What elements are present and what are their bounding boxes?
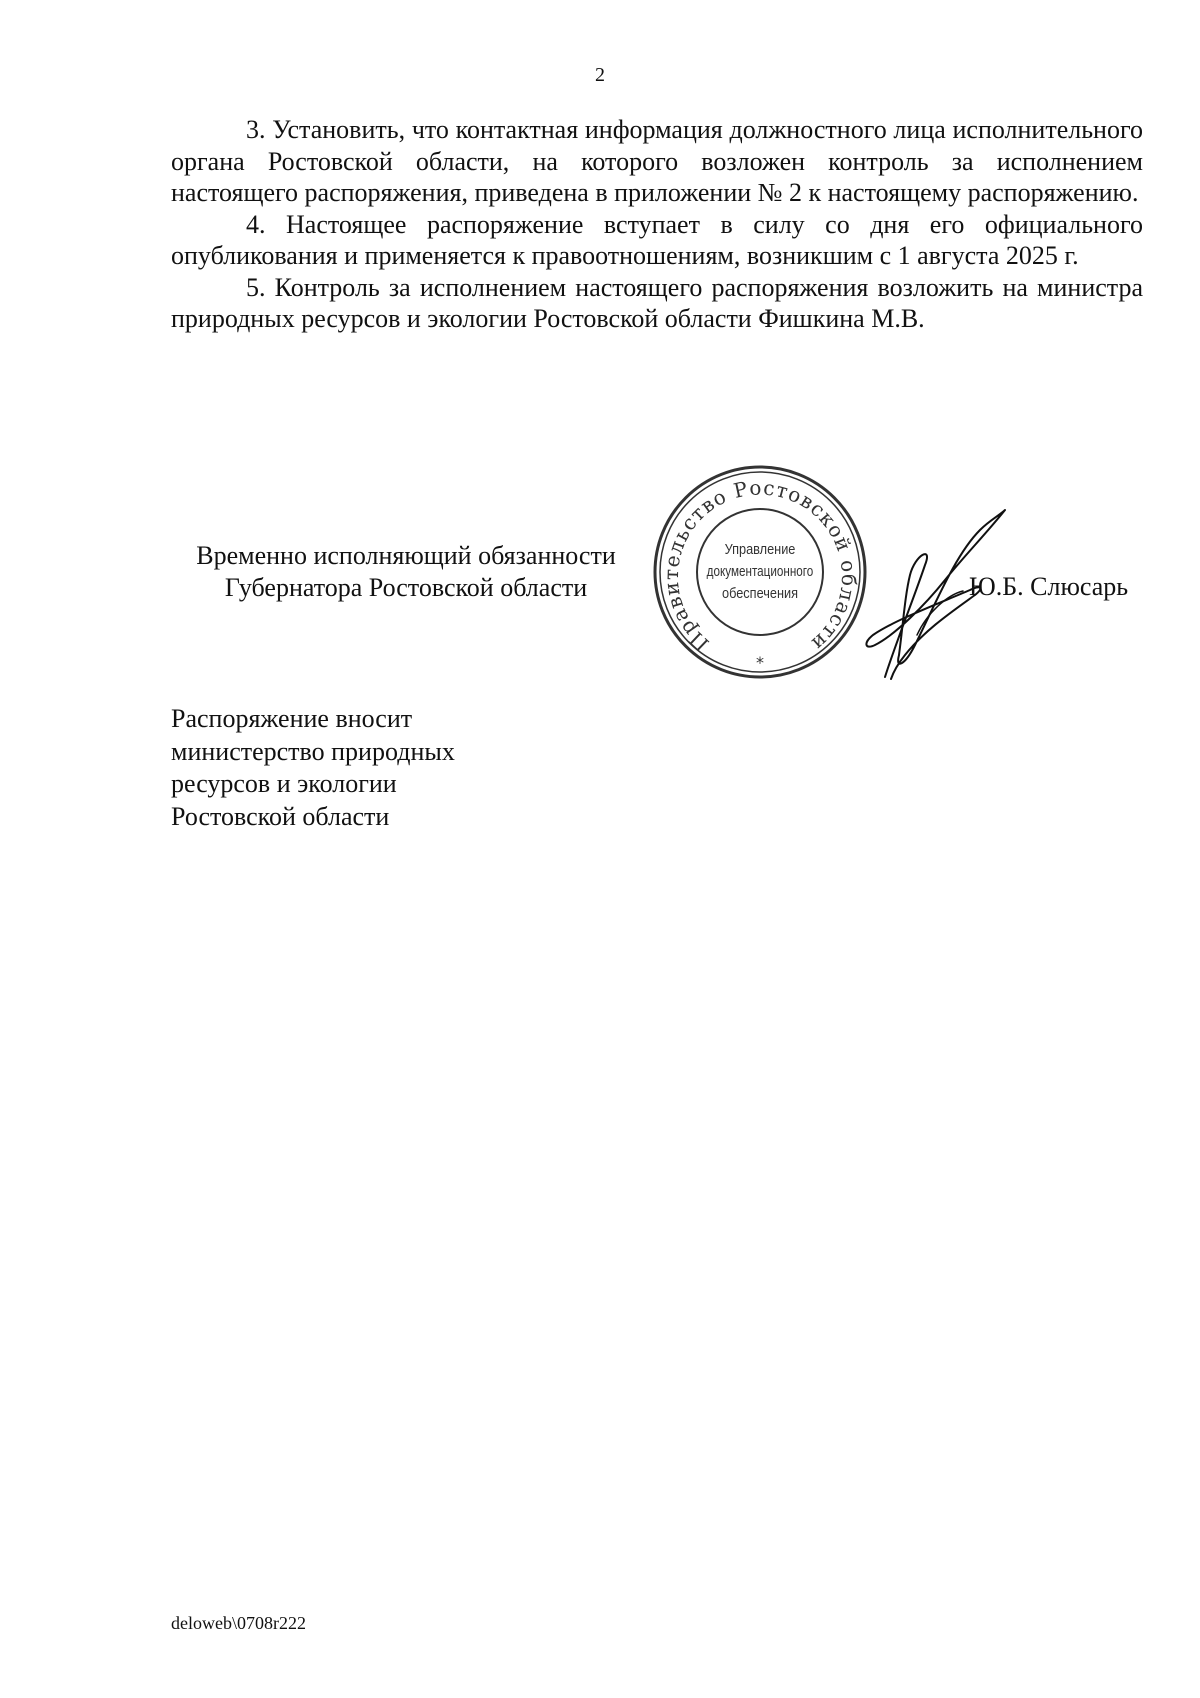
official-seal [650,460,870,685]
seal-ring-text: Правительство Ростовской области [658,475,862,657]
submitter-line-2: министерство природных [171,736,455,766]
seal-center-line-3: обеспечения [721,583,799,602]
submitter-line-4: Ростовской области [171,801,390,831]
page-number: 2 [595,64,605,86]
document-body [171,114,1143,335]
submitter-line-3: ресурсов и экологии [171,769,397,798]
paragraph-4: 4. Настоящее распоряжение вступает в силу со дня его официального опубликования и применяется к правоотношениям, возникшим с 1 августа 2025 г. [171,209,1143,270]
submitter-line-1: Распоряжение вносит [171,704,413,733]
position-line-2: Губернатора Ростовской области [224,573,588,602]
signer-name: Ю.Б. Слюсарь [969,572,1129,601]
position-line-1: Временно исполняющий обязанности [196,541,616,570]
submitter-note [171,703,455,833]
seal-star: * [756,653,764,672]
seal-center-line-2: документационного [706,562,814,580]
paragraph-5: 5. Контроль за исполнением настоящего распоряжения возложить на министра природных ресурсов и экологии Ростовской области Фишкина М.В. [171,272,1143,333]
footer-code: deloweb\0708r222 [171,1613,306,1633]
paragraph-3: 3. Установить, что контактная информация должностного лица исполнительного органа Ростовской области, на которого возложен контроль за исполнением настоящего распоряжения, приведена в приложении № 2 к настоящему распоряжению. [171,115,1143,207]
signatory-position [171,540,641,604]
seal-center-line-1: Управление [724,539,796,558]
